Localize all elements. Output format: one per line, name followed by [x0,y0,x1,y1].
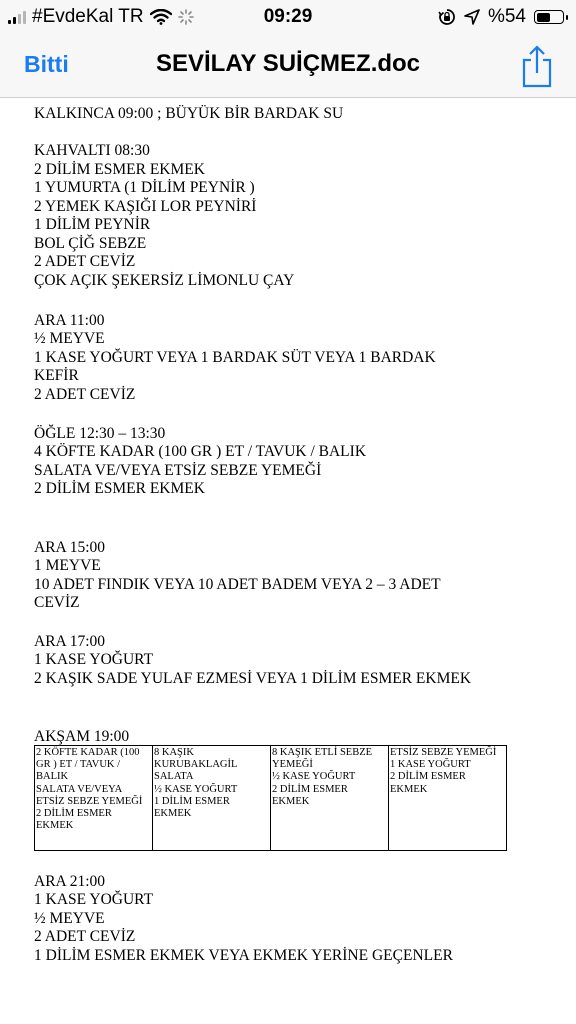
navigation-bar [0,34,576,98]
doc-line: 2 YEMEK KAŞIĞI LOR PEYNİRİ [34,198,257,215]
share-button[interactable] [520,44,554,88]
status-time: 09:29 [263,6,313,27]
doc-line: ½ MEYVE [34,910,105,927]
doc-line: 1 MEYVE [34,557,101,574]
doc-line: BOL ÇİĞ SEBZE [34,235,147,252]
table-cell: 8 KAŞIK ETLİ SEBZE YEMEĞİ ½ KASE YOĞURT 2 DİLİM ESMER EKMEK [271,746,389,851]
orientation-lock-icon [438,8,456,26]
table-cell: 2 KÖFTE KADAR (100 GR ) ET / TAVUK / BALIK SALATA VE/VEYA ETSİZ SEBZE YEMEĞİ 2 DİLİM ESMER EKMEK [35,746,153,851]
doc-line: KALKINCA 09:00 ; BÜYÜK BİR BARDAK SU [34,105,344,122]
table-cell: 8 KAŞIK KURUBAKLAGİL SALATA ½ KASE YOĞURT 1 DİLİM ESMER EKMEK [153,746,271,851]
doc-line: 2 DİLİM ESMER EKMEK [34,480,205,497]
doc-line: 2 ADET CEVİZ [34,386,136,403]
doc-line: AKŞAM 19:00 [34,728,130,745]
share-icon [520,44,554,88]
carrier-label: #EvdeKal TR [32,6,144,27]
doc-line: 1 KASE YOĞURT [34,891,154,908]
doc-line: 2 ADET CEVİZ [34,928,136,945]
doc-line: SALATA VE/VEYA ETSİZ SEBZE YEMEĞİ [34,462,322,479]
doc-line: 4 KÖFTE KADAR (100 GR ) ET / TAVUK / BALIK [34,443,367,460]
done-button[interactable]: Bitti [24,51,69,77]
battery-percent: %54 [487,6,526,27]
location-arrow-icon [464,9,480,25]
doc-line: KAHVALTI 08:30 [34,142,150,159]
doc-line: 2 DİLİM ESMER EKMEK [34,161,205,178]
doc-line: 1 KASE YOĞURT VEYA 1 BARDAK SÜT VEYA 1 BARDAK [34,349,436,366]
doc-line: ÖĞLE 12:30 – 13:30 [34,425,166,442]
doc-line: 1 KASE YOĞURT [34,651,154,668]
doc-line: ARA 17:00 [34,633,106,650]
doc-line: 1 YUMURTA (1 DİLİM PEYNİR ) [34,179,255,196]
table-cell: ETSİZ SEBZE YEMEĞİ 1 KASE YOĞURT 2 DİLİM ESMER EKMEK [389,746,507,851]
doc-line: ÇOK AÇIK ŞEKERSİZ LİMONLU ÇAY [34,272,295,289]
dinner-options-table [34,745,507,851]
status-right [438,6,564,28]
doc-line: 1 DİLİM ESMER EKMEK VEYA EKMEK YERİNE GEÇENLER [34,947,453,964]
doc-line: ARA 15:00 [34,539,106,556]
battery-icon [534,10,564,24]
table-row [35,746,507,851]
doc-line: ARA 11:00 [34,312,105,329]
doc-line: 2 KAŞIK SADE YULAF EZMESİ VEYA 1 DİLİM ESMER EKMEK [34,670,472,687]
doc-line: ½ MEYVE [34,330,105,347]
doc-line: ARA 21:00 [34,873,106,890]
doc-line: CEVİZ [34,594,80,611]
doc-line: 10 ADET FINDIK VEYA 10 ADET BADEM VEYA 2 – 3 ADET [34,576,441,593]
doc-line: 2 ADET CEVİZ [34,253,136,270]
battery-fill [537,13,550,22]
doc-line: KEFİR [34,367,79,384]
document-content [0,98,576,1024]
doc-line: 1 DİLİM PEYNİR [34,216,151,233]
document-title: SEVİLAY SUİÇMEZ.doc [155,50,421,77]
status-bar [0,0,576,34]
